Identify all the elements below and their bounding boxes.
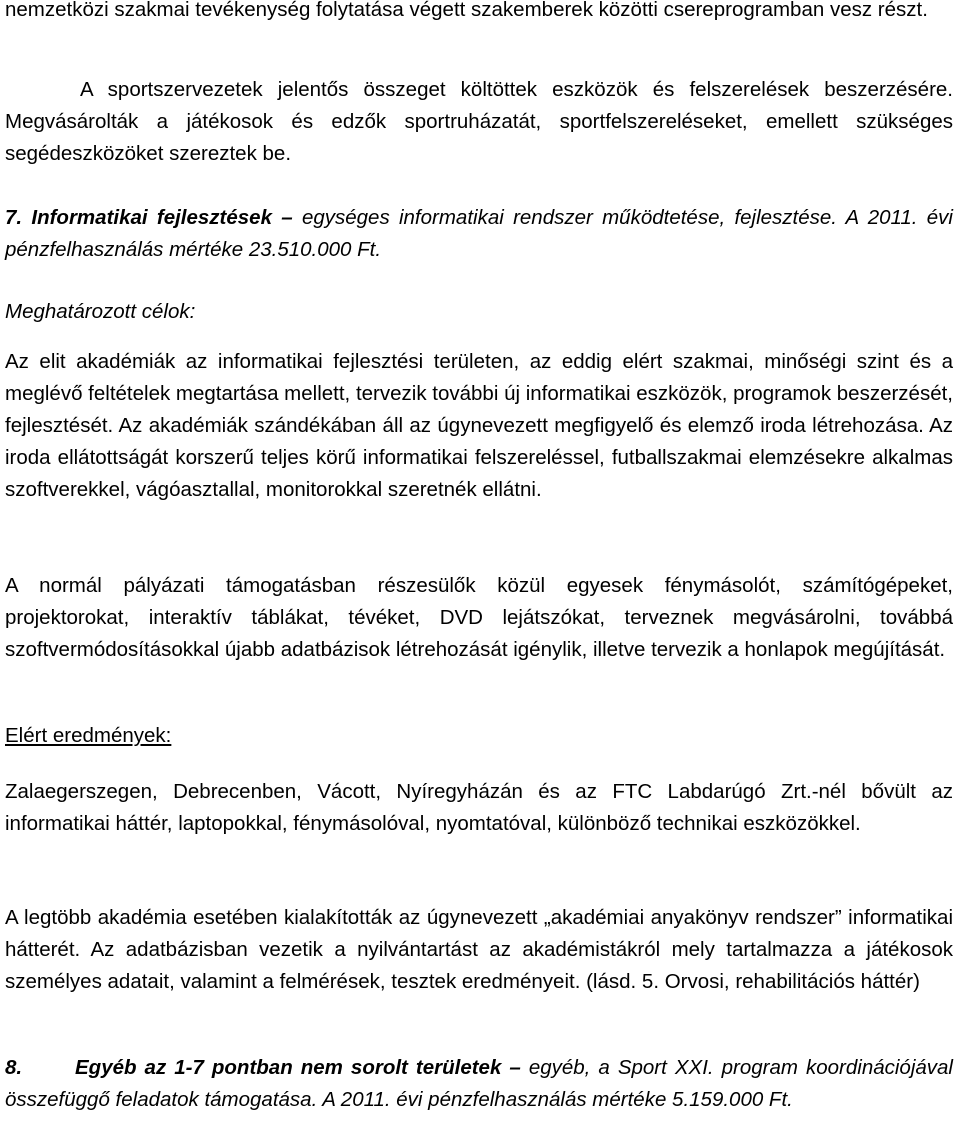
section-8-description: egyéb, a Sport XXI. program koordinációjával összefüggő feladatok támogatása. A 2011. évi pénzfelhasználás mértéke 5.159.000 Ft. xyxy=(5,1056,953,1111)
section-8-dash: – xyxy=(509,1056,521,1079)
section-7-description: egységes informatikai rendszer működtetése, fejlesztése. A 2011. évi pénzfelhasználás mértéke 23.510.000 Ft. xyxy=(5,206,953,261)
goals-paragraph-2: A normál pályázati támogatásban részesülők közül egyesek fénymásolót, számítógépeket, projektorokat, interaktív táblákat, tévéket, DVD lejátszókat, terveznek megvásárolni, továbbá szoftvermódosításokkal újabb adatbázisok létrehozását igénylik, illetve tervezik a honlapok megújítását. xyxy=(5,574,953,661)
section-7-heading xyxy=(5,202,953,266)
results-heading: Elért eredmények: xyxy=(5,724,172,747)
results-paragraph-1: Zalaegerszegen, Debrecenben, Vácott, Nyíregyházán és az FTC Labdarúgó Zrt.-nél bővült az informatikai háttér, laptopokkal, fénymásolóval, nyomtatóval, különböző technikai eszközökkel. xyxy=(5,780,953,835)
section-7-number: 7. xyxy=(5,206,23,229)
section-7-title: Informatikai fejlesztések xyxy=(31,206,272,229)
intro-paragraph: nemzetközi szakmai tevékenység folytatása végett szakemberek közötti csereprogramban vesz részt. xyxy=(5,0,928,21)
equipment-paragraph: A sportszervezetek jelentős összeget költöttek eszközök és felszerelések beszerzésére. Megvásárolták a játékosok és edzők sportruházatát, sportfelszereléseket, emellett szükséges segédeszközöket szereztek be. xyxy=(5,78,953,165)
results-paragraph-2: A legtöbb akadémia esetében kialakították az úgynevezett „akadémiai anyakönyv rendszer” informatikai hátterét. Az adatbázisban vezetik a nyilvántartást az akadémistákról mely tartalmazza a játékosok személyes adatait, valamint a felmérések, tesztek eredményeit. (lásd. 5. Orvosi, rehabilitációs háttér) xyxy=(5,906,953,993)
section-8-number: 8. xyxy=(5,1056,23,1079)
section-8-heading xyxy=(5,1052,953,1116)
goals-paragraph-1: Az elit akadémiák az informatikai fejlesztési területen, az eddig elért szakmai, minőségi szint és a meglévő feltételek megtartása mellett, tervezik további új informatikai eszközök, programok beszerzését, fejlesztését. Az akadémiák szándékában áll az úgynevezett megfigyelő és elemző iroda létrehozása. Az iroda ellátottságát korszerű teljes körű informatikai felszereléssel, futballszakmai elemzésekre alkalmas szoftverekkel, vágóasztallal, monitorokkal szeretnék ellátni. xyxy=(5,350,953,501)
section-7-dash: – xyxy=(281,206,293,229)
goals-heading: Meghatározott célok: xyxy=(5,300,196,323)
section-8-title: Egyéb az 1-7 pontban nem sorolt területek xyxy=(75,1056,502,1079)
